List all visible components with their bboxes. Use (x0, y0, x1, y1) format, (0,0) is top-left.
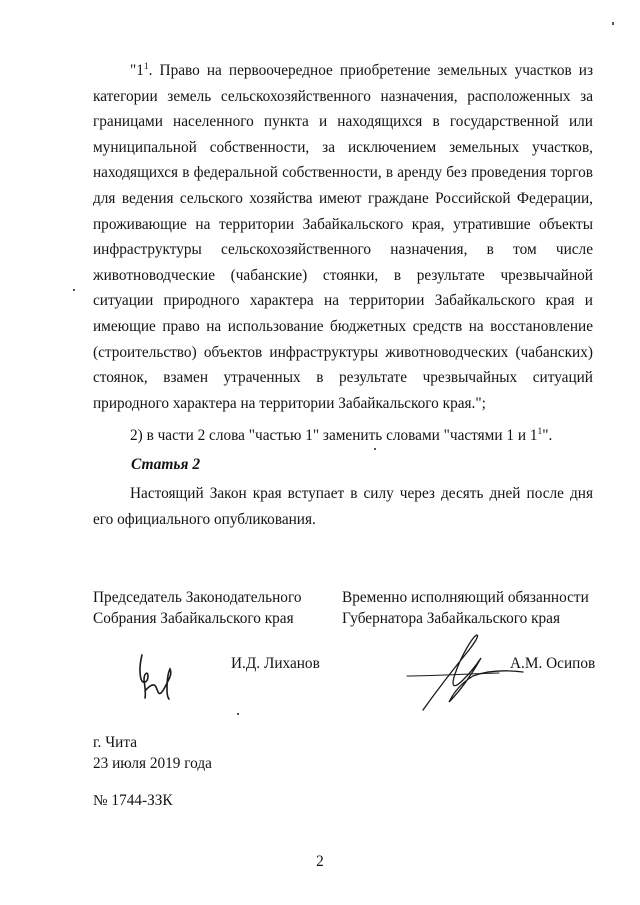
article-heading: Статья 2 (131, 456, 201, 473)
paragraph-prefix: "1 (130, 62, 144, 79)
superscript: 1 (537, 427, 543, 437)
right-handwritten-signature (403, 630, 525, 718)
superscript: 1 (143, 62, 149, 72)
title-line: Председатель Законодательного (93, 589, 302, 606)
left-signatory-name: И.Д. Лиханов (231, 655, 320, 672)
paragraph-body: 2) в части 2 слова "частью 1" заменить словами "частями 1 и 1 (130, 427, 538, 444)
scan-speck (237, 713, 239, 715)
title-line: Собрания Забайкальского края (93, 609, 294, 627)
scan-speck (374, 448, 376, 450)
paragraph-suffix: ". (542, 427, 553, 444)
place-and-date (93, 733, 212, 774)
title-line: Временно исполняющий обязанности (342, 589, 589, 606)
right-signatory-title (342, 588, 589, 629)
scan-speck (73, 289, 75, 291)
place: г. Чита (93, 734, 137, 751)
paragraph-entry-into-force: Настоящий Закон края вступает в силу через десять дней после дня его официального опубликования. (93, 485, 593, 528)
page-number: 2 (316, 853, 324, 870)
left-handwritten-signature (134, 649, 180, 701)
left-signatory-title (93, 588, 302, 629)
law-number: № 1744-ЗЗК (93, 792, 173, 809)
date: 23 июля 2019 года (93, 754, 212, 772)
paragraph-body: . Право на первоочередное приобретение земельных участков из категории земель сельскохозяйственного назначения, расположенных за границами населенного пункта и находящихся в государственной или муниципальной собственности, за исключением земельных участков, находящихся в федеральной собственности, в аренду без проведения торгов для ведения сельского хозяйства имеют граждане Российской Федерации, проживающие на территории Забайкальского края, утратившие объекты инфраструктуры сельскохозяйственного назначения, в том числе животноводческие (чабанские) стоянки, в результате чрезвычайной ситуации природного характера на территории Забайкальского края и имеющие право на использование бюджетных средств на восстановление (строительство) объектов инфраструктуры животноводческих (чабанских) стоянок, взамен утраченных в результате чрезвычайных ситуаций природного характера на территории Забайкальского края."; (93, 62, 593, 412)
paragraph-amendment-text (93, 58, 593, 416)
right-signatory-name: А.М. Осипов (510, 655, 596, 672)
paragraph-part-2-change (93, 423, 593, 449)
title-line: Губернатора Забайкальского края (342, 609, 561, 627)
scan-speck (612, 22, 614, 25)
